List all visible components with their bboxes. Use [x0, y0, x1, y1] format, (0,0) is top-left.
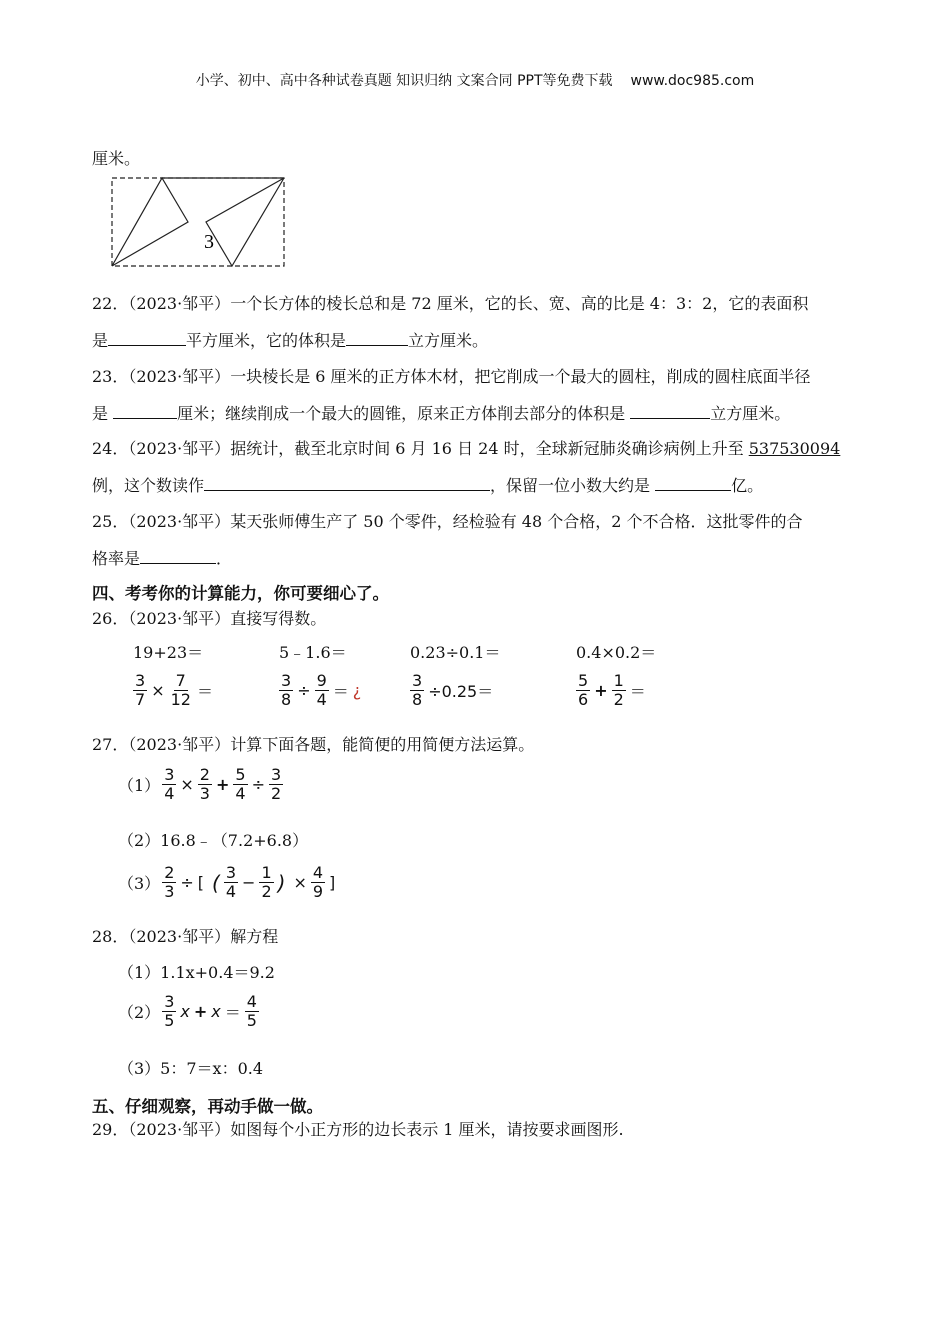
- q22-blank-1[interactable]: [108, 331, 186, 346]
- q29-title: 29．（2023·邹平）如图每个小正方形的边长表示 1 厘米，请按要求画图形.: [92, 1120, 624, 1139]
- right-triangle: [206, 178, 284, 266]
- q23-blank-1[interactable]: [113, 404, 177, 419]
- figure-label: 3: [204, 231, 214, 253]
- q26-r2-c1: $\frac{3}{7}$ × $\frac{7}{12}$ ＝: [135, 671, 213, 709]
- q23-line2: 是 厘米；继续削成一个最大的圆锥，原来正方体削去部分的体积是 立方厘米。: [92, 404, 791, 423]
- q22-line1: 22．（2023·邹平）一个长方体的棱长总和是 72 厘米，它的长、宽、高的比是 4：3：2，它的表面积: [92, 294, 809, 313]
- q23-line1: 23．（2023·邹平）一块棱长是 6 厘米的正方体木材，把它削成一个最大的圆柱，削成的圆柱底面半径: [92, 367, 811, 386]
- q23-blank-2[interactable]: [630, 404, 710, 419]
- q25-line1: 25．（2023·邹平）某天张师傅生产了 50 个零件，经检验有 48 个合格，2 个不合格．这批零件的合: [92, 512, 803, 531]
- q24-line1: 24．（2023·邹平）据统计，截至北京时间 6 月 16 日 24 时，全球新冠肺炎确诊病例上升至 537530094: [92, 439, 841, 458]
- q25-line2: 格率是 ．: [92, 549, 233, 568]
- left-triangle: [112, 178, 188, 266]
- q26-r1-c2: 5﹣1.6＝: [279, 643, 347, 662]
- q26-r2-c4: $\frac{5}{6}$ + $\frac{1}{2}$ ＝: [578, 671, 646, 709]
- q28-item-1: （1）1.1x+0.4＝9.2: [118, 963, 275, 982]
- q27-title: 27．（2023·邹平）计算下面各题，能简便的用简便方法运算。: [92, 735, 535, 754]
- q27-item-2: （2）16.8﹣（7.2+6.8）: [118, 831, 309, 850]
- q27-item-1: （1） $\frac{3}{4}$ × $\frac{2}{3}$ + $\frac{5}{4}$ ÷ $\frac{3}{2}$: [118, 765, 282, 803]
- q27-item-3: （3） $\frac{2}{3}$ ÷ [ ( $\frac{3}{4}$ − $\frac{1}{2}$ ) × $\frac{4}{9}$ ]: [118, 863, 336, 901]
- q26-title: 26．（2023·邹平）直接写得数。: [92, 609, 327, 628]
- q26-r1-c3: 0.23÷0.1＝: [410, 643, 501, 662]
- section-4-title: 四、考考你的计算能力，你可要细心了。: [92, 584, 389, 603]
- section-5-title: 五、仔细观察，再动手做一做。: [92, 1097, 323, 1116]
- q24-line2: 例，这个数读作 ，保留一位小数大约是 亿。: [92, 476, 764, 495]
- q26-r2-c3: $\frac{3}{8}$ ÷0.25＝: [412, 671, 494, 709]
- q28-item-2: （2） $\frac{3}{5}$ x + x ＝ $\frac{4}{5}$: [118, 992, 257, 1030]
- q22-blank-2[interactable]: [346, 331, 408, 346]
- q26-r1-c4: 0.4×0.2＝: [576, 643, 657, 662]
- q28-item-3: （3）5：7＝x：0.4: [118, 1059, 264, 1078]
- q24-blank-2[interactable]: [655, 476, 731, 491]
- q22-line2: 是 平方厘米，它的体积是 立方厘米。: [92, 331, 489, 350]
- page-header: [0, 70, 950, 90]
- case-number: 537530094: [748, 439, 841, 458]
- q24-blank-1[interactable]: [204, 476, 490, 491]
- header-text: 小学、初中、高中各种试卷真题 知识归纳 文案合同 PPT等免费下载: [195, 73, 613, 89]
- header-site: www.doc985.com: [630, 73, 755, 89]
- parallelogram-figure: [110, 176, 288, 268]
- q28-title: 28．（2023·邹平）解方程: [92, 927, 279, 946]
- q26-r1-c1: 19+23＝: [133, 643, 204, 662]
- q26-r2-c2: $\frac{3}{8}$ ÷ $\frac{9}{4}$ ＝ ¿: [281, 671, 362, 709]
- prev-tail: 厘米。: [92, 149, 141, 168]
- q25-blank-1[interactable]: [140, 549, 216, 564]
